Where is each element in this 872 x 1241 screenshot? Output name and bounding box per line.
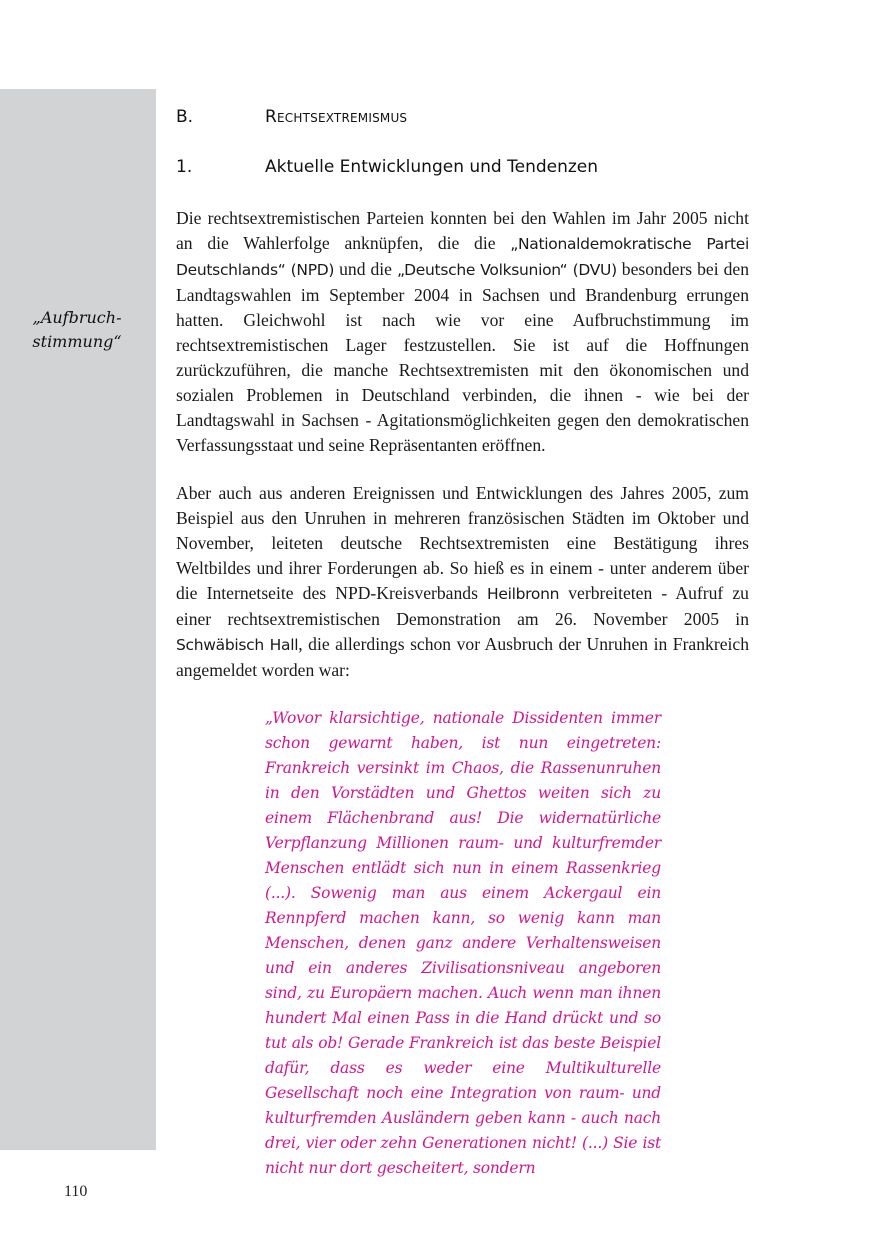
party-name-dvu: „Deutsche Volksunion“ (DVU) <box>396 261 617 279</box>
body-paragraph-1 <box>176 206 749 458</box>
block-quote: „Wovor klarsichtige, nationale Dissidenten immer schon gewarnt haben, ist nun eingetreten: Frankreich versinkt im Chaos, die Rassenunruhen in den Vorstädten und Ghettos weiten sich zu einem Flächenbrand aus! Die widernatürliche Verpflanzung Millionen raum- und kulturfremder Menschen entlädt sich nun in einem Rassenkrieg (...). Sowenig man aus einem Ackergaul ein Rennpferd machen kann, so wenig kann man Menschen, denen ganz andere Verhaltensweisen und ein anderes Zivilisationsniveau angeboren sind, zu Europäern machen. Auch wenn man ihnen hundert Mal einen Pass in die Hand drückt und so tut als ob! Gerade Frankreich ist das beste Beispiel dafür, dass es weder eine Multikulturelle Gesellschaft noch eine Integration von raum- und kulturfremden Ausländern geben kann - auch nach drei, vier oder zehn Generationen nicht! (...) Sie ist nicht nur dort gescheitert, sondern <box>265 709 661 1177</box>
section-number: B. <box>176 107 194 127</box>
section-title: Rechtsextremismus <box>265 107 408 127</box>
party-name-npd: „Nationaldemokratische Partei Deutschlands“ (NPD) <box>176 235 750 279</box>
paragraph-text: besonders bei den Landtagswahlen im September 2004 in Sachsen und Brandenburg errungen hatten. Gleichwohl ist nach wie vor eine Aufbruchstimmung im rechtsextremistischen Lager festzustellen. Sie ist auf die Hoffnungen zurückzuführen, die manche Rechtsextremisten mit den ökonomischen und sozialen Problemen in Deutschland verbinden, die ihnen - wie bei der Landtagswahl in Sachsen - Agitationsmöglichkeiten gegen den demokratischen Verfassungsstaat und seine Repräsentanten eröffnen. <box>176 259 749 455</box>
place-name-schwaebisch-hall: Schwäbisch Hall <box>176 636 299 654</box>
subsection-title: Aktuelle Entwicklungen und Tendenzen <box>265 157 599 177</box>
margin-sidebar <box>0 89 156 1150</box>
margin-note: „Aufbruch-stimmung“ <box>32 308 122 351</box>
paragraph-text: Die rechtsextremistischen Parteien konnten bei den Wahlen im Jahr 2005 nicht an die Wahlerfolge anknüpfen, die die <box>176 208 749 253</box>
paragraph-text: und die <box>334 259 397 279</box>
body-paragraph-2 <box>176 481 749 683</box>
place-name-heilbronn: Heilbronn <box>487 585 560 603</box>
paragraph-text: , die allerdings schon vor Ausbruch der Unruhen in Frankreich angemeldet worden war: <box>176 634 750 680</box>
subsection-number: 1. <box>176 157 193 177</box>
paragraph-text: verbreiteten - Aufruf zu einer rechtsextremistischen Demonstration am 26. November 2005 in <box>176 583 749 629</box>
paragraph-text: Aber auch aus anderen Ereignissen und Entwicklungen des Jahres 2005, zum Beispiel aus den Unruhen in mehreren französischen Städten im Oktober und November, leiteten deutsche Rechtsextremisten eine Bestätigung ihres Weltbildes und ihrer Forderungen ab. So hieß es in einem - unter anderem über die Internetseite des NPD-Kreisverbands <box>176 483 749 603</box>
page-number: 110 <box>64 1183 88 1200</box>
